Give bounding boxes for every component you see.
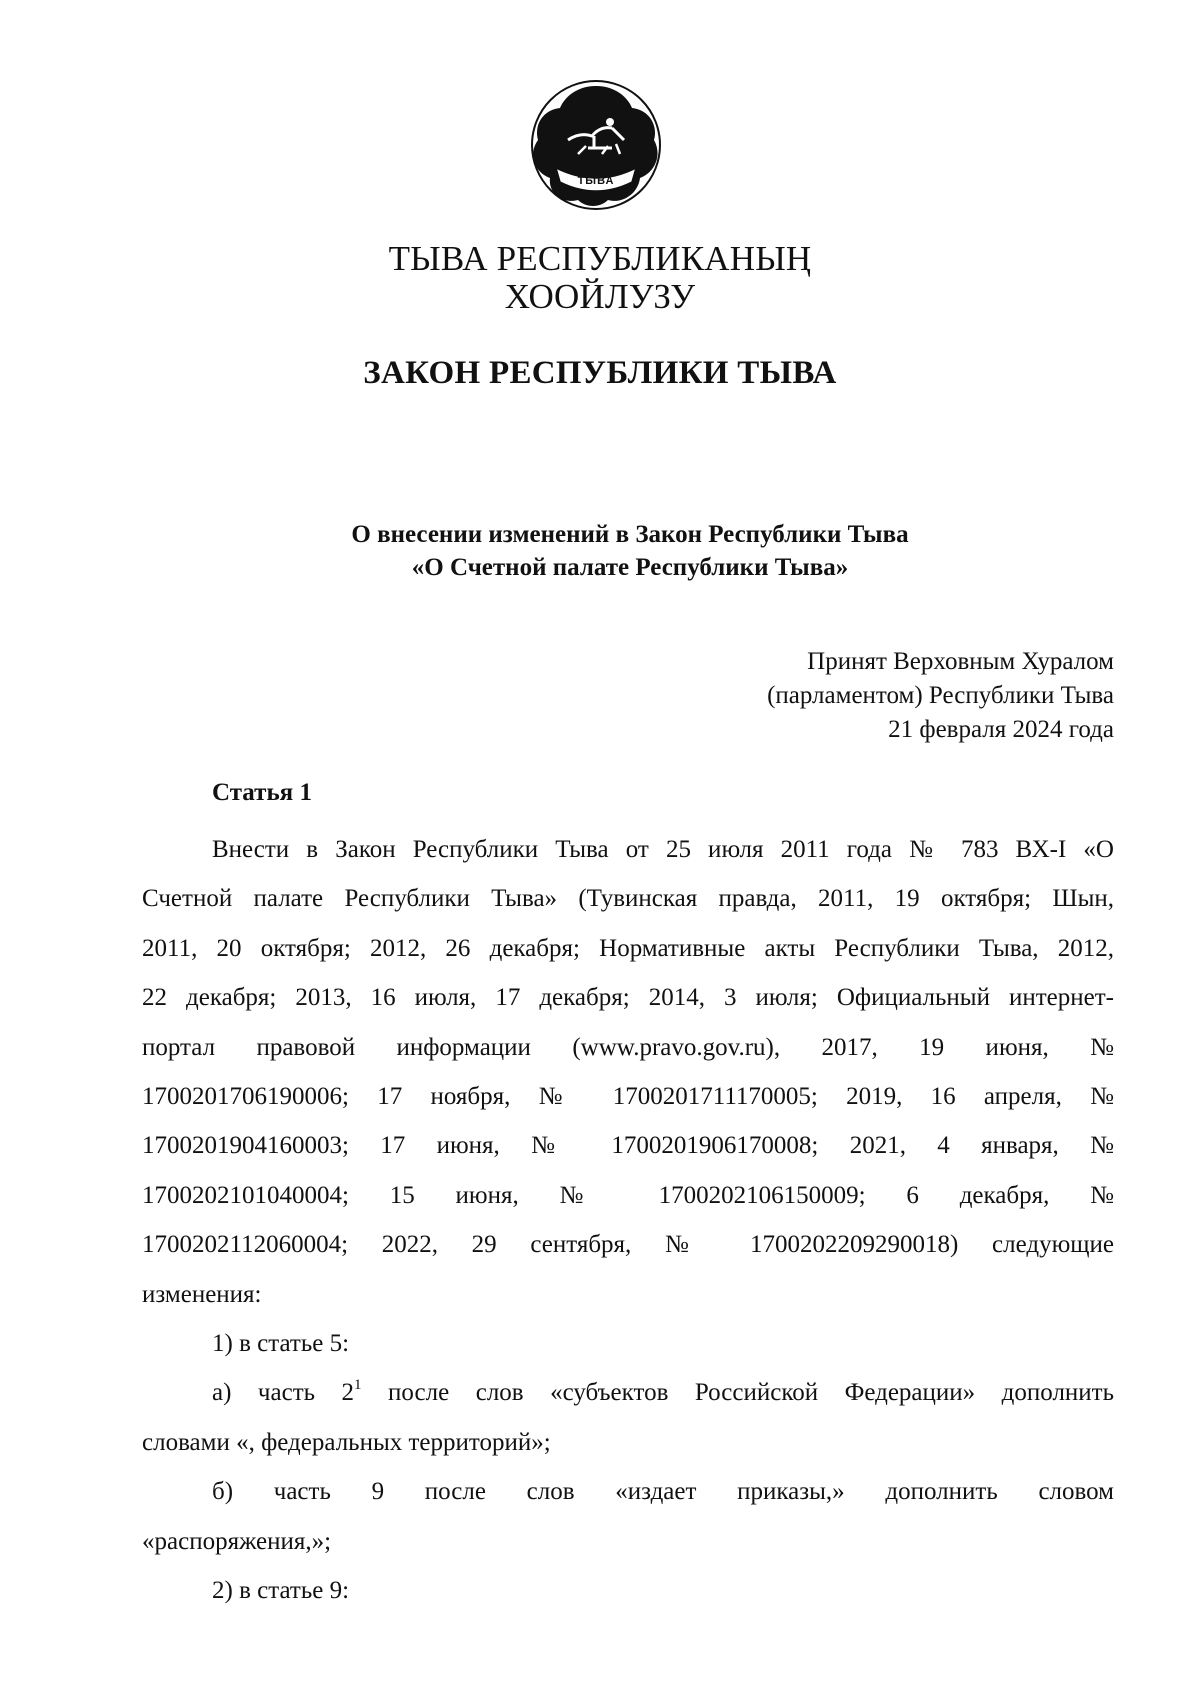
intro-line: Внести в Закон Республики Тыва от 25 июля 2011 года № 783 ВХ-I «О [212,836,1114,863]
adoption-note-line-1: Принят Верховным Хуралом [807,648,1114,675]
list-item-a-line-1 [142,1368,1114,1417]
law-subject-line-1: О внесении изменений в Закон Республики Тыва [351,521,909,548]
list-item-b-line-2: «распоряжения,»; [142,1527,332,1555]
intro-line: портал правовой информации (www.pravo.gov.ru), 2017, 19 июня, № [142,1033,1114,1061]
intro-line: 22 декабря; 2013, 16 июля, 17 декабря; 2014, 3 июля; Официальный интернет- [142,984,1114,1012]
adoption-note-line-2: (парламентом) Республики Тыва [767,682,1114,709]
law-subject [280,518,980,584]
list-item-b-line-1: б) часть 9 после слов «издает приказы,» дополнить словом [212,1478,1114,1506]
emblem-label: ТЫВА [577,175,615,187]
list-item-a-rest: после слов «субъектов Российской Федерации» дополнить [361,1379,1114,1407]
heading-russian: ЗАКОН РЕСПУБЛИКИ ТЫВА [363,355,837,391]
adoption-note [767,645,1114,747]
law-subject-line-2: «О Счетной палате Республики Тыва» [411,554,849,581]
coat-of-arms-emblem [528,78,664,212]
list-item-2: 2) в статье 9: [212,1577,350,1605]
coat-of-arms-icon [528,78,664,212]
superscript: 1 [354,1377,362,1394]
list-item-a-line-2: словами «, федеральных территорий»; [142,1428,551,1456]
intro-line: Счетной палате Республики Тыва» (Тувинская правда, 2011, 19 октября; Шын, [142,885,1114,913]
intro-line: 1700202112060004; 2022, 29 сентября, № 1700202209290018) следующие [142,1231,1114,1259]
intro-line: 1700202101040004; 15 июня, № 1700202106150009; 6 декабря, № [142,1181,1114,1209]
adoption-date: 21 февраля 2024 года [888,716,1114,743]
intro-line: 2011, 20 октября; 2012, 26 декабря; Нормативные акты Республики Тыва, 2012, [142,934,1114,962]
list-item-1: 1) в статье 5: [212,1330,350,1358]
intro-line-last: изменения: [142,1280,262,1308]
intro-line: 1700201706190006; 17 ноября, № 1700201711170005; 2019, 16 апреля, № [142,1083,1114,1111]
article-title: Статья 1 [212,779,312,806]
article-body [142,825,1114,1616]
intro-paragraph [142,825,1114,1319]
heading-tuvan [0,240,1200,316]
list-item-a-prefix: а) часть 2 [212,1379,355,1407]
intro-line: 1700201904160003; 17 июня, № 1700201906170008; 2021, 4 января, № [142,1132,1114,1160]
heading-tuvan-line-1: ТЫВА РЕСПУБЛИКАНЫҢ [388,239,812,278]
heading-tuvan-line-2: ХООЙЛУЗУ [504,277,696,316]
